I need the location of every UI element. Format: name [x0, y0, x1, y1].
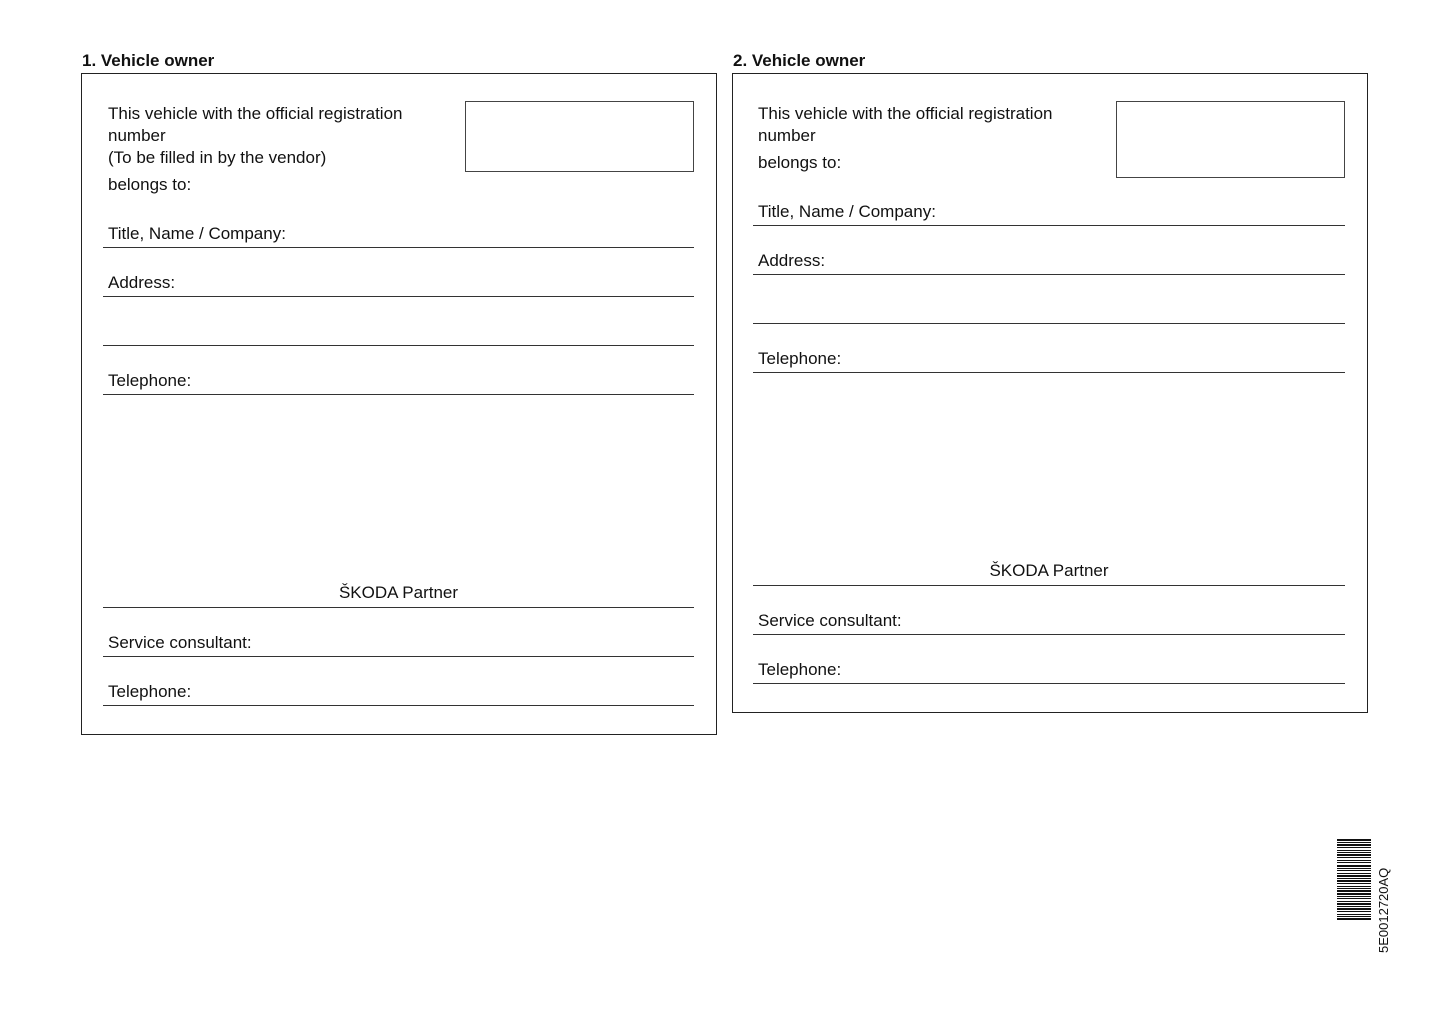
card2-reg-text-line2: number [758, 126, 816, 145]
card1-address-line-2[interactable] [103, 345, 694, 346]
card2-reg-text-line1: This vehicle with the official registration [758, 104, 1053, 123]
card1-reg-text-line2: number [108, 126, 166, 145]
barcode-icon [1337, 839, 1371, 973]
card1-partner-label: ŠKODA Partner [338, 583, 459, 602]
card1-belongs-to: belongs to: [108, 175, 192, 194]
card1-address-label: Address: [108, 273, 176, 292]
card2-belongs-to: belongs to: [758, 153, 842, 172]
card2-partner-line[interactable] [753, 585, 1345, 586]
card2-address-line-2[interactable] [753, 323, 1345, 324]
card2-partner-label: ŠKODA Partner [989, 561, 1109, 580]
card2-name-label: Title, Name / Company: [758, 202, 936, 221]
card1-registration-number-field[interactable] [465, 101, 694, 172]
card1-address-line-1[interactable] [103, 296, 694, 297]
document-code: 5E0012720AQ [1376, 867, 1391, 953]
card2-address-label: Address: [758, 251, 826, 270]
card1-reg-text-line1: This vehicle with the official registration [108, 104, 403, 123]
card1-consultant-telephone-line[interactable] [103, 705, 694, 706]
card1-telephone-line[interactable] [103, 394, 694, 395]
card2-name-line[interactable] [753, 225, 1345, 226]
card1-name-line[interactable] [103, 247, 694, 248]
card1-name-label: Title, Name / Company: [108, 224, 286, 243]
card2-registration-number-field[interactable] [1116, 101, 1345, 178]
card2-consultant-line[interactable] [753, 634, 1345, 635]
card2-address-line-1[interactable] [753, 274, 1345, 275]
card2-consultant-telephone-label: Telephone: [758, 660, 842, 679]
card2-telephone-line[interactable] [753, 372, 1345, 373]
card1-consultant-label: Service consultant: [108, 633, 252, 652]
card1-reg-text-line3: (To be filled in by the vendor) [108, 148, 327, 167]
card2-telephone-label: Telephone: [758, 349, 842, 368]
card1-partner-line[interactable] [103, 607, 694, 608]
card2-title: 2. Vehicle owner [733, 51, 866, 70]
card1-consultant-telephone-label: Telephone: [108, 682, 192, 701]
card1-telephone-label: Telephone: [108, 371, 192, 390]
card1-consultant-line[interactable] [103, 656, 694, 657]
card2-consultant-label: Service consultant: [758, 611, 902, 630]
card1-title: 1. Vehicle owner [82, 51, 215, 70]
card2-consultant-telephone-line[interactable] [753, 683, 1345, 684]
